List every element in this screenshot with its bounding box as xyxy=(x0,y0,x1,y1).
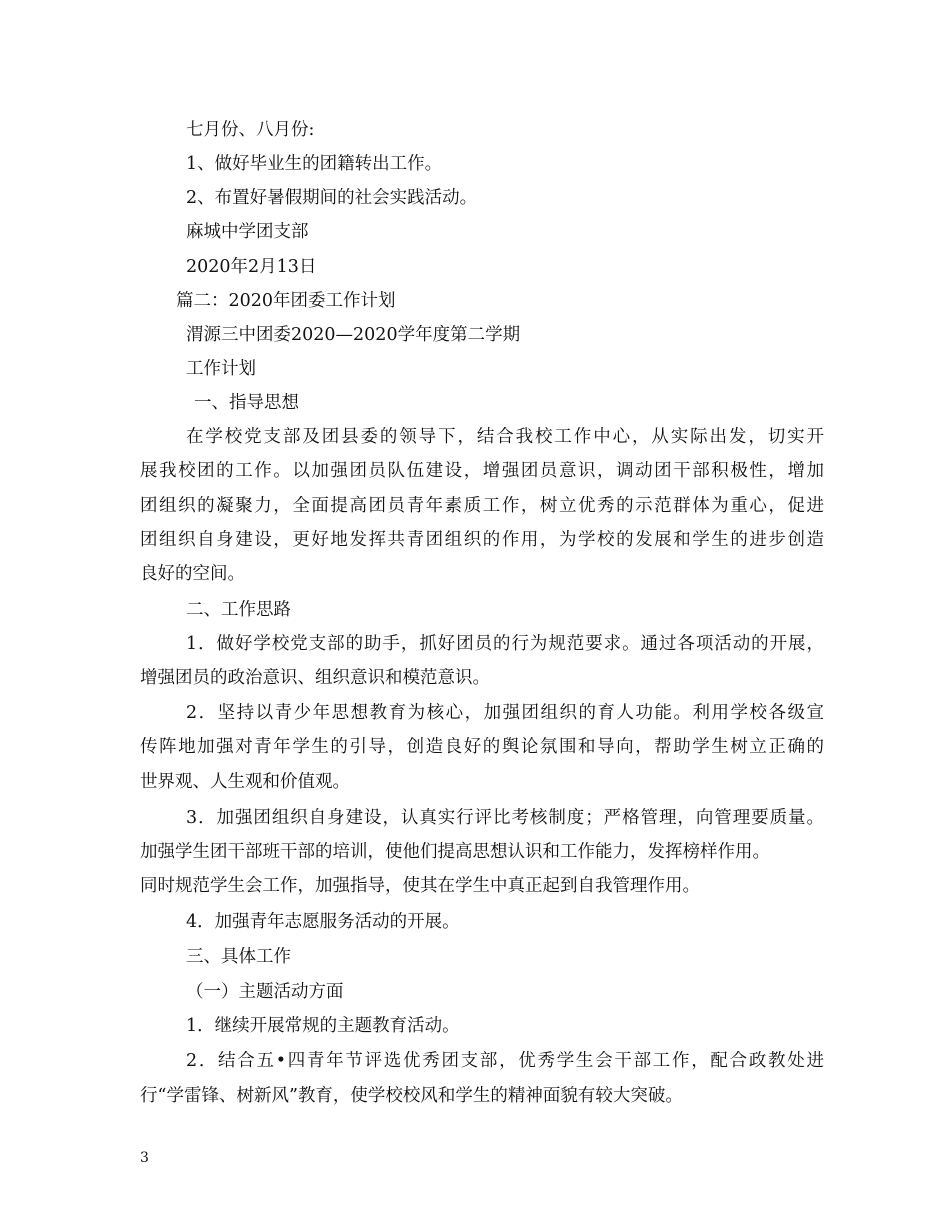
item-3-line: 同时规范学生会工作，加强指导，使其在学生中真正起到自我管理作用。 xyxy=(140,876,700,896)
plan-title: 工作计划 xyxy=(186,359,256,379)
section-3-title: 三、具体工作 xyxy=(186,947,291,967)
top-line-3: 2、布置好暑假期间的社会实践活动。 xyxy=(186,188,478,208)
page-number: 3 xyxy=(140,1150,149,1166)
signature-date: 2020年2月13日 xyxy=(186,257,317,277)
section-2-title: 二、工作思路 xyxy=(186,600,291,620)
section-1-para-line: 展我校团的工作。以加强团员队伍建设，增强团员意识，调动团干部积极性，增加 xyxy=(140,461,824,481)
subsection-1-title: （一）主题活动方面 xyxy=(186,982,344,1002)
sub-item-2-line: 行“学雷锋、树新风”教育，使学校校风和学生的精神面貌有较大突破。 xyxy=(140,1086,683,1106)
item-4-line: 4．加强青年志愿服务活动的开展。 xyxy=(186,912,460,932)
item-3-line: 3．加强团组织自身建设，认真实行评比考核制度；严格管理，向管理要质量。 xyxy=(186,808,824,828)
sub-item-2-line: 2．结合五•四青年节评选优秀团支部，优秀学生会干部工作，配合政教处进 xyxy=(186,1051,824,1071)
article-heading: 篇二：2020年团委工作计划 xyxy=(176,291,396,311)
section-1-para-line: 团组织的凝聚力，全面提高团员青年素质工作，树立优秀的示范群体为重心，促进 xyxy=(140,496,824,516)
item-1-line: 增强团员的政治意识、组织意识和模范意识。 xyxy=(140,668,490,688)
section-1-para-line: 在学校党支部及团县委的领导下，结合我校工作中心，从实际出发，切实开 xyxy=(186,427,824,447)
signature-org: 麻城中学团支部 xyxy=(186,222,309,242)
item-2-line: 世界观、人生观和价值观。 xyxy=(140,772,350,792)
item-2-line: 传阵地加强对青年学生的引导，创造良好的舆论氛围和导向，帮助学生树立正确的 xyxy=(140,737,824,757)
section-1-title: 一、指导思想 xyxy=(194,393,299,413)
top-line-2: 1、做好毕业生的团籍转出工作。 xyxy=(186,154,443,174)
school-title: 渭源三中团委2020—2020学年度第二学期 xyxy=(186,325,521,345)
item-1-line: 1．做好学校党支部的助手，抓好团员的行为规范要求。通过各项活动的开展， xyxy=(186,634,824,654)
item-2-line: 2．坚持以青少年思想教育为核心，加强团组织的育人功能。利用学校各级宣 xyxy=(186,703,824,723)
section-1-para-line: 良好的空间。 xyxy=(140,564,245,584)
section-1-para-line: 团组织自身建设，更好地发挥共青团组织的作用，为学校的发展和学生的进步创造 xyxy=(140,530,824,550)
item-3-line: 加强学生团干部班干部的培训，使他们提高思想认识和工作能力，发挥榜样作用。 xyxy=(140,842,770,862)
top-line-1: 七月份、八月份: xyxy=(186,120,315,140)
sub-item-1-line: 1．继续开展常规的主题教育活动。 xyxy=(186,1016,460,1036)
